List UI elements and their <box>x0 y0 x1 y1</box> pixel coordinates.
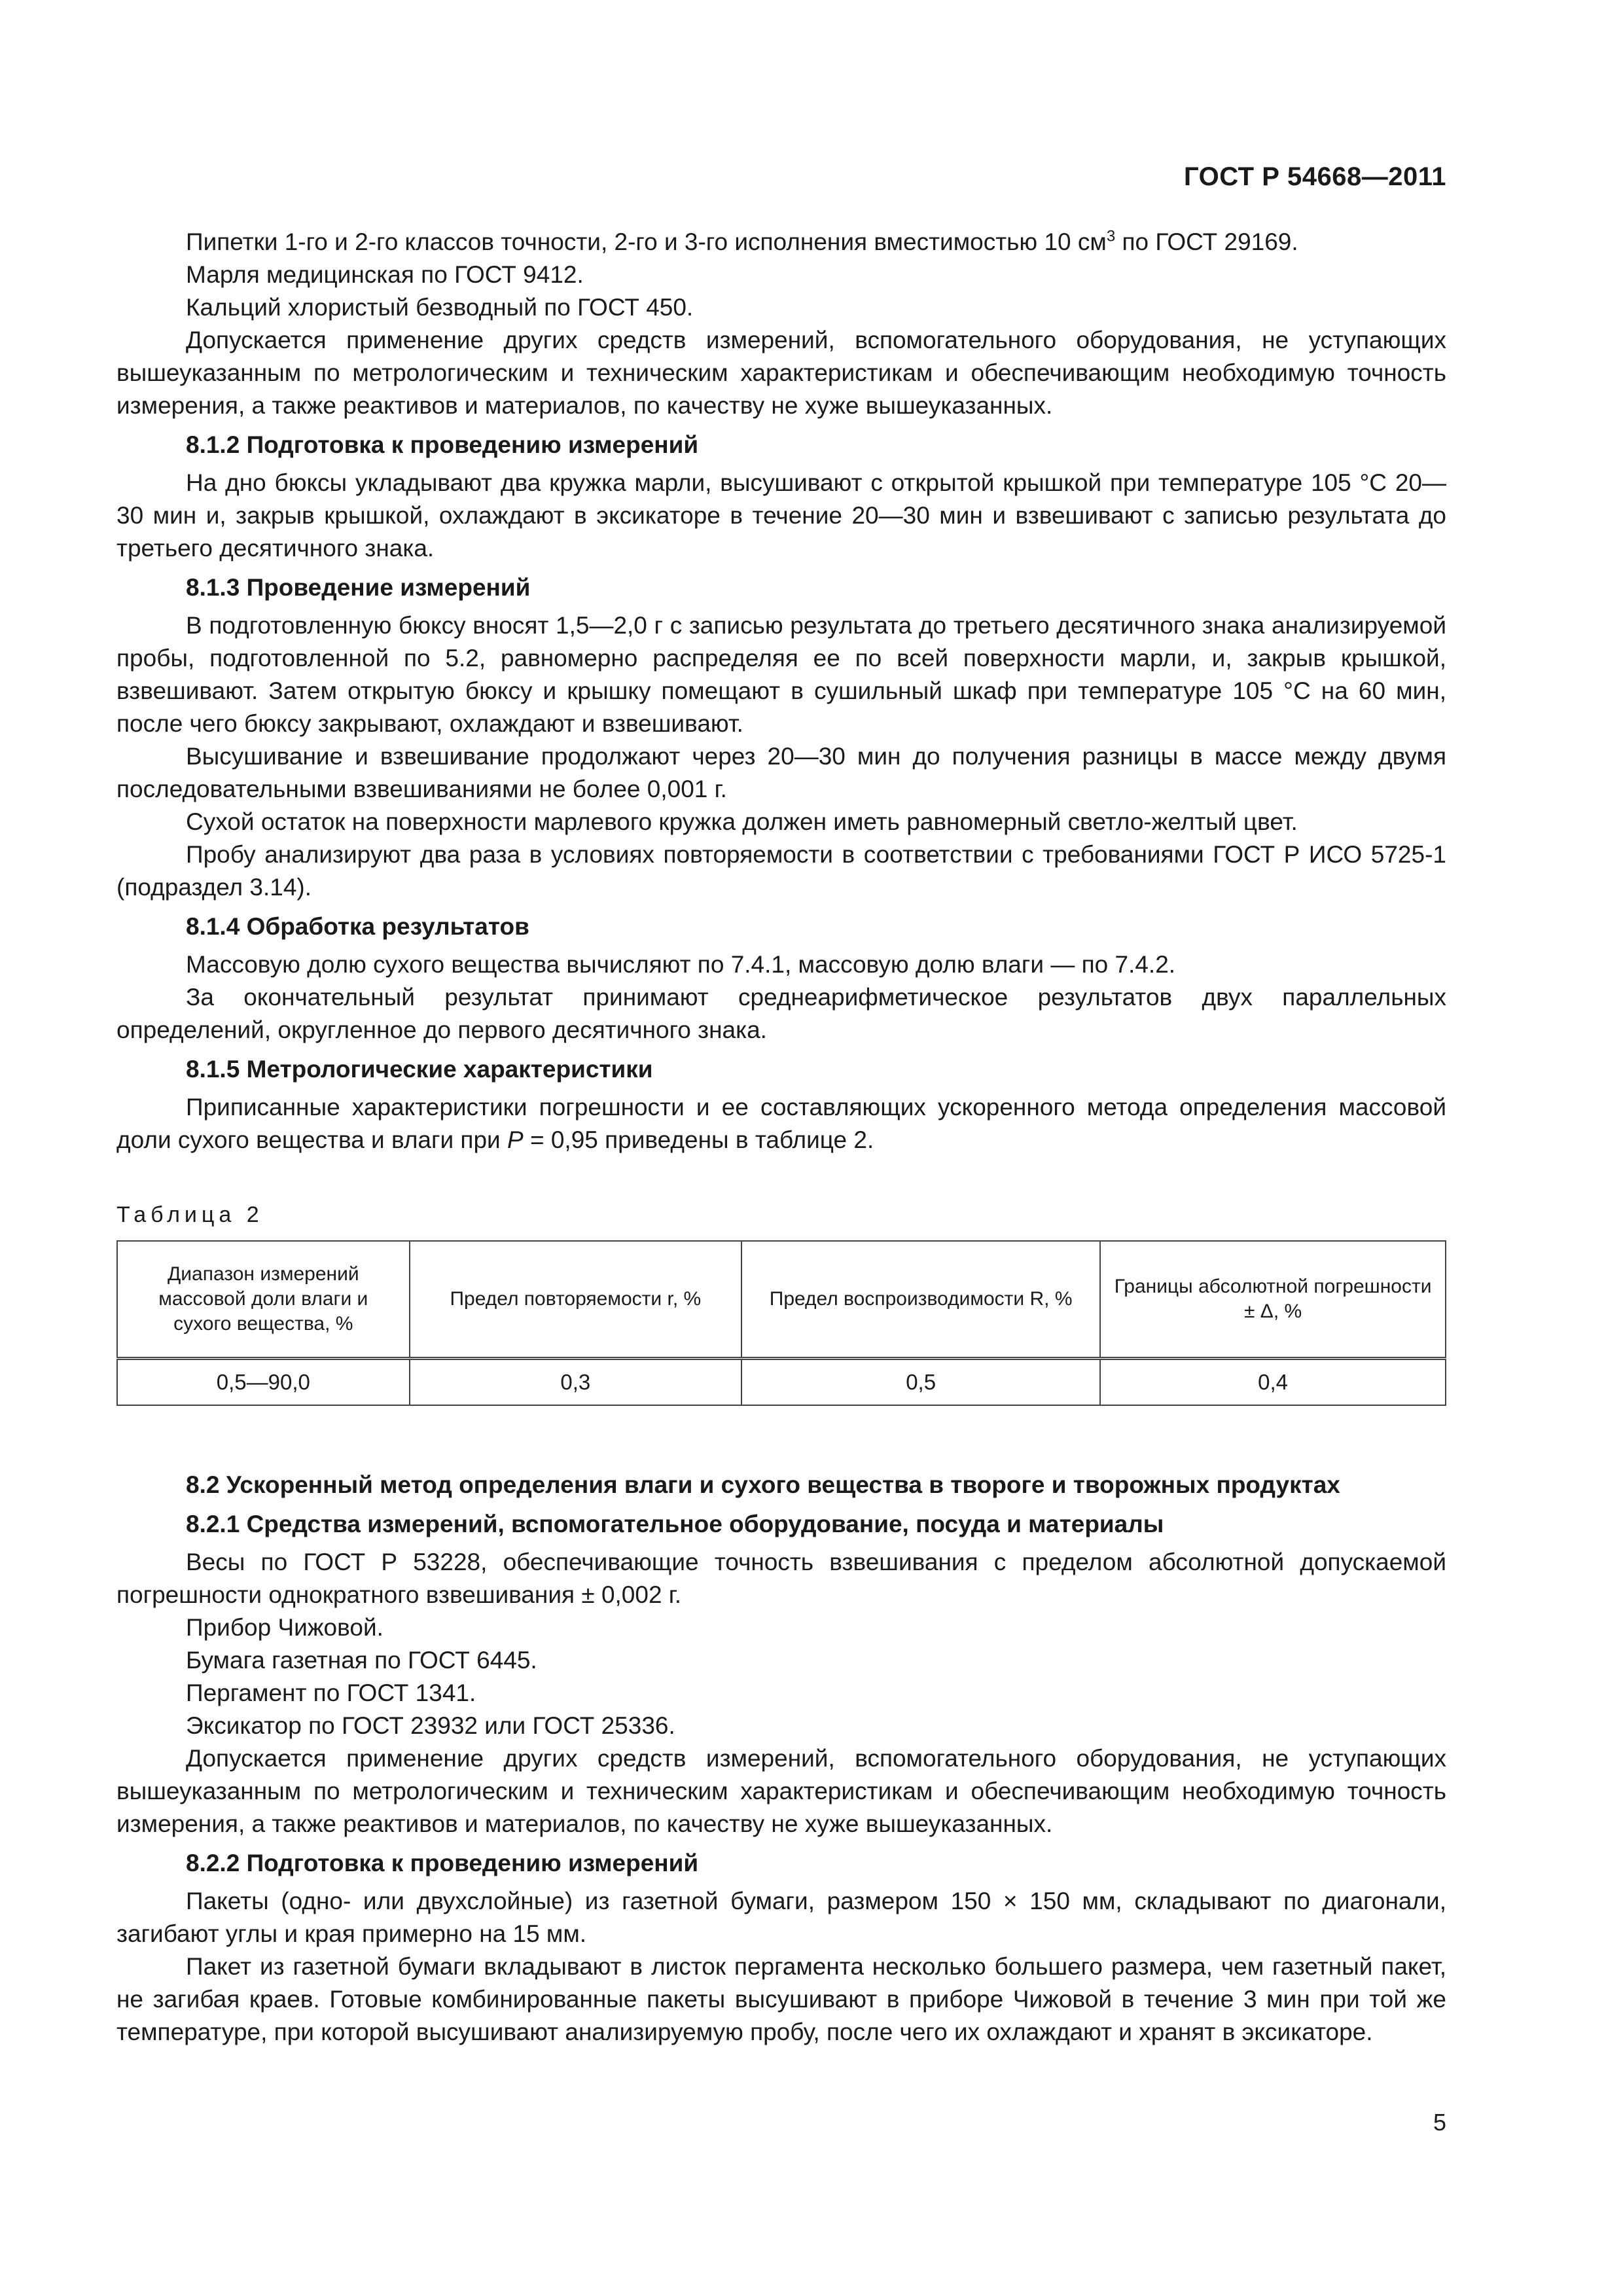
heading-8-1-3: 8.1.3 Проведение измерений <box>186 574 531 601</box>
paragraph-8-1-2: На дно бюксы укладывают два кружка марли, высушивают с открытой крышкой при температуре 105 °С 20—30 мин и, закрыв крышкой, охлаждают в эксикаторе в течение 20—30 мин и взвешивают с записью результата до третьего десятичного знака. <box>116 469 1446 562</box>
table-cell-range: 0,5—90,0 <box>117 1359 410 1406</box>
table-cell-reproducibility: 0,5 <box>741 1359 1100 1406</box>
table-header-row <box>117 1241 1446 1359</box>
document-id: ГОСТ Р 54668—2011 <box>1184 162 1446 191</box>
paragraph-8-1-3-a: В подготовленную бюксу вносят 1,5—2,0 г с записью результата до третьего десятичного знака анализируемой пробы, подготовленной по 5.2, равномерно распределяя ее по всей поверхности марли, и, закрыв крышкой, взвешивают. Затем открытую бюксу и крышку помещают в сушильный шкаф при температуре 105 °С на 60 мин, после чего бюксу закрывают, охлаждают и взвешивают. <box>116 612 1446 737</box>
heading-8-2: 8.2 Ускоренный метод определения влаги и сухого вещества в твороге и творожных продуктах <box>186 1471 1340 1498</box>
allowance-paragraph: Допускается применение других средств измерений, вспомогательного оборудования, не уступающих вышеуказанным по метрологическим и техническим характеристикам и обеспечивающим необходимую точность измерения, а также реактивов и материалов, по качеству не хуже вышеуказанных. <box>116 327 1446 419</box>
allowance-paragraph-2: Допускается применение других средств измерений, вспомогательного оборудования, не уступающих вышеуказанным по метрологическим и техническим характеристикам и обеспечивающим необходимую точность измерения, а также реактивов и материалов, по качеству не хуже вышеуказанных. <box>116 1745 1446 1837</box>
parchment-item: Пергамент по ГОСТ 1341. <box>186 1679 476 1706</box>
table-header-reproducibility: Предел воспроизводимости R, % <box>741 1241 1100 1359</box>
page-number: 5 <box>1433 2109 1446 2136</box>
paragraph-8-1-3-c: Сухой остаток на поверхности марлевого кружка должен иметь равномерный светло-желтый цвет. <box>186 808 1298 835</box>
heading-8-1-2: 8.1.2 Подготовка к проведению измерений <box>186 431 699 458</box>
metrology-table <box>116 1240 1446 1406</box>
heading-8-2-2: 8.2.2 Подготовка к проведению измерений <box>186 1850 699 1876</box>
scales-item: Весы по ГОСТ Р 53228, обеспечивающие точность взвешивания с пределом абсолютной допускаемой погрешности однократного взвешивания ± 0,002 г. <box>116 1549 1446 1608</box>
desiccator-item: Эксикатор по ГОСТ 23932 или ГОСТ 25336. <box>186 1712 675 1739</box>
paragraph-8-1-4-a: Массовую долю сухого вещества вычисляют по 7.4.1, массовую долю влаги — по 7.4.2. <box>186 951 1176 978</box>
newspaper-item: Бумага газетная по ГОСТ 6445. <box>186 1647 537 1674</box>
chizhova-device-item: Прибор Чижовой. <box>186 1614 383 1641</box>
table-cell-error: 0,4 <box>1100 1359 1446 1406</box>
table-caption: Таблица 2 <box>116 1202 264 1227</box>
pipettes-item: Пипетки 1-го и 2-го классов точности, 2-го и 3-го исполнения вместимостью 10 $см^3$ по ГОСТ 29169. <box>186 227 1298 255</box>
paragraph-8-1-3-b: Высушивание и взвешивание продолжают через 20—30 мин до получения разницы в массе между двумя последовательными взвешиваниями не более 0,001 г. <box>116 743 1446 802</box>
page-content <box>116 226 1446 2049</box>
table-header-range: Диапазон измерений массовой доли влаги и сухого вещества, % <box>117 1241 410 1359</box>
heading-8-1-5: 8.1.5 Метрологические характеристики <box>186 1056 653 1083</box>
gauze-item: Марля медицинская по ГОСТ 9412. <box>186 261 584 288</box>
calcium-chloride-item: Кальций хлористый безводный по ГОСТ 450. <box>186 294 694 321</box>
heading-8-2-1: 8.2.1 Средства измерений, вспомогательное оборудование, посуда и материалы <box>186 1511 1164 1537</box>
table-cell-repeatability: 0,3 <box>410 1359 742 1406</box>
table-row <box>117 1359 1446 1406</box>
paragraph-8-1-3-d: Пробу анализируют два раза в условиях повторяемости в соответствии с требованиями ГОСТ Р ИСО 5725-1 (подраздел 3.14). <box>116 841 1446 901</box>
paragraph-8-2-2-b: Пакет из газетной бумаги вкладывают в листок пергамента несколько большего размера, чем газетный пакет, не загибая краев. Готовые комбинированные пакеты высушивают в приборе Чижовой в течение 3 мин при той же температуре, при которой высушивают анализируемую пробу, после чего их охлаждают и хранят в эксикаторе. <box>116 1953 1446 2045</box>
paragraph-8-1-5: Приписанные характеристики погрешности и ее составляющих ускоренного метода определения массовой доли сухого вещества и влаги при Р = 0,95 приведены в таблице 2. <box>116 1094 1446 1153</box>
table-header-error: Границы абсолютной погрешности ± Δ, % <box>1100 1241 1446 1359</box>
table-header-repeatability: Предел повторяемости r, % <box>410 1241 742 1359</box>
paragraph-8-1-4-b: За окончательный результат принимают среднеарифметическое результатов двух параллельных определений, округленное до первого десятичного знака. <box>116 984 1446 1043</box>
paragraph-8-2-2-a: Пакеты (одно- или двухслойные) из газетной бумаги, размером 150 × 150 мм, складывают по диагонали, загибают углы и края примерно на 15 мм. <box>116 1888 1446 1947</box>
heading-8-1-4: 8.1.4 Обработка результатов <box>186 913 529 940</box>
